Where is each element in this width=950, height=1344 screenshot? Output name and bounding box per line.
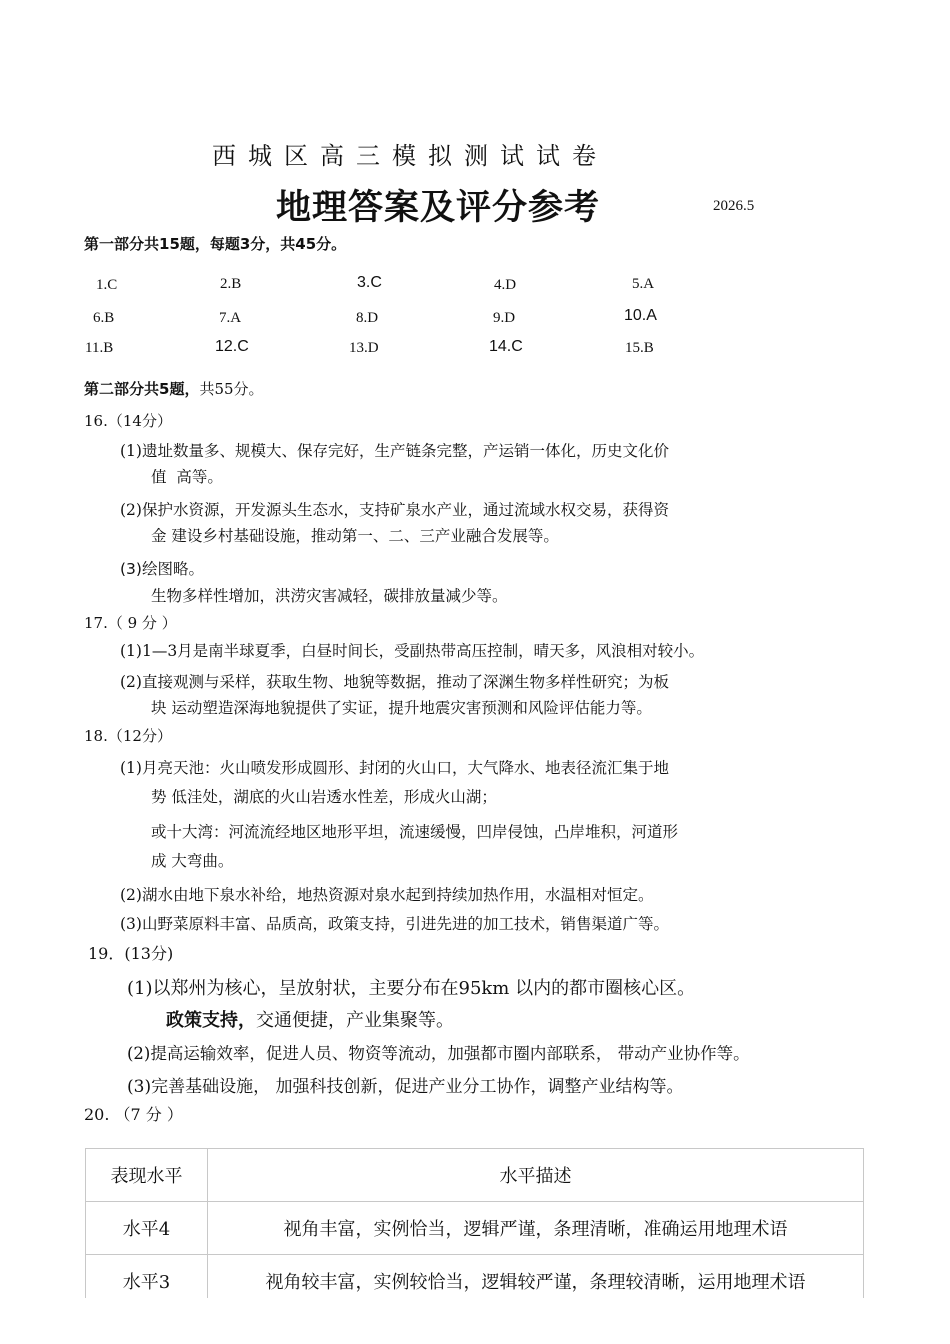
part2-heading	[84, 378, 264, 399]
q18-answer-2: (2)湖水由地下泉水补给，地热资源对泉水起到持续加热作用，水温相对恒定。	[120, 886, 654, 904]
q19-a1-l2a: 政策支持，	[166, 1010, 256, 1031]
q17-answer-2-line1: (2)直接观测与采样，获取生物、地貌等数据，推动了深渊生物多样性研究；为板	[120, 673, 669, 691]
q16-answer-1-line2	[151, 465, 223, 487]
table-cell-description: 视角较丰富，实例较恰当，逻辑较严谨，条理较清晰，运用地理术语	[208, 1255, 864, 1308]
page-cutoff	[0, 1298, 950, 1344]
mc-answer-3: 3.C	[357, 274, 382, 291]
q18-answer-1-line4: 成 大弯曲。	[151, 852, 234, 870]
q19-answer-3: (3)完善基础设施， 加强科技创新，促进产业分工协作，调整产业结构等。	[127, 1077, 684, 1097]
q16-answer-2-line2: 金 建设乡村基础设施，推动第一、二、三产业融合发展等。	[151, 527, 559, 545]
mc-answer-4: 4.D	[494, 277, 517, 293]
q18-answer-3: (3)山野菜原料丰富、品质高，政策支持，引进先进的加工技术，销售渠道广等。	[120, 915, 669, 933]
page-title: 地理答案及评分参考	[276, 188, 601, 228]
q17-answer-1: (1)1—3月是南半球夏季，白昼时间长，受副热带高压控制，晴天多，风浪相对较小。	[120, 642, 705, 660]
mc-answer-10: 10.A	[624, 307, 657, 324]
table-header-level: 表现水平	[86, 1149, 208, 1202]
q19-answer-1-line2	[166, 1006, 454, 1032]
table-header-row	[86, 1149, 864, 1202]
mc-answer-6: 6.B	[93, 310, 115, 326]
mc-answer-2: 2.B	[220, 276, 242, 292]
q18-answer-1-line1: (1)月亮天池：火山喷发形成圆形、封闭的火山口，大气降水、地表径流汇集于地	[120, 759, 669, 777]
exam-subtitle: 西城区高三模拟测试试卷	[212, 142, 608, 170]
q19-answer-1-line1: (1)以郑州为核心，呈放射状，主要分布在95km 以内的都市圈核心区。	[127, 978, 696, 999]
table-cell-description: 视角丰富，实例恰当，逻辑严谨，条理清晰，准确运用地理术语	[208, 1202, 864, 1255]
q19-answer-2: (2)提高运输效率，促进人员、物资等流动，加强都市圈内部联系， 带动产业协作等。	[127, 1044, 750, 1063]
q16-a1-l2b: 高等。	[176, 468, 223, 486]
q16-header: 16.（14分）	[84, 412, 172, 430]
mc-answer-7: 7.A	[219, 310, 242, 326]
q16-answer-3-line2: 生物多样性增加，洪涝灾害减轻，碳排放量减少等。	[151, 587, 508, 605]
mc-answer-8: 8.D	[356, 310, 379, 326]
mc-answer-5: 5.A	[632, 276, 655, 292]
q18-answer-1-line3: 或十大湾：河流流经地区地形平坦，流速缓慢，凹岸侵蚀，凸岸堆积，河道形	[151, 823, 679, 841]
q16-answer-2-line1: (2)保护水资源，开发源头生态水，支持矿泉水产业，通过流域水权交易，获得资	[120, 501, 669, 519]
rubric-table	[85, 1148, 864, 1308]
q19-header: 19．(13分)	[88, 944, 174, 963]
part1-heading: 第一部分共15题，每题3分，共45分。	[84, 235, 347, 253]
mc-answer-12: 12.C	[215, 338, 249, 355]
mc-answer-13: 13.D	[349, 340, 379, 356]
part2-heading-bold: 第二部分共5题，	[84, 380, 200, 398]
table-header-description: 水平描述	[208, 1149, 864, 1202]
mc-answer-9: 9.D	[493, 310, 516, 326]
mc-answer-14: 14.C	[489, 338, 523, 355]
q16-a1-l2a: 值	[151, 468, 167, 486]
mc-answer-11: 11.B	[85, 340, 114, 356]
part2-heading-rest: 共55分。	[199, 380, 264, 398]
mc-answer-1: 1.C	[96, 277, 118, 293]
table-cell-level: 水平3	[86, 1255, 208, 1308]
q19-a1-l2b: 交通便捷，产业集聚等。	[256, 1010, 454, 1031]
q17-header: 17.（ 9 分 ）	[84, 614, 177, 632]
table-row	[86, 1202, 864, 1255]
q18-answer-1-line2: 势 低洼处，湖底的火山岩透水性差，形成火山湖；	[151, 788, 497, 806]
mc-answer-15: 15.B	[625, 340, 654, 356]
q20-header: 20. （7 分 ）	[84, 1105, 183, 1124]
table-cell-level: 水平4	[86, 1202, 208, 1255]
q17-answer-2-line2: 块 运动塑造深海地貌提供了实证，提升地震灾害预测和风险评估能力等。	[151, 699, 652, 717]
q16-answer-1-line1: (1)遗址数量多、规模大、保存完好，生产链条完整，产运销一体化，历史文化价	[120, 442, 669, 460]
exam-date: 2026.5	[713, 198, 755, 214]
q18-header: 18.（12分）	[84, 727, 172, 745]
q16-answer-3-line1: (3)绘图略。	[120, 560, 204, 578]
